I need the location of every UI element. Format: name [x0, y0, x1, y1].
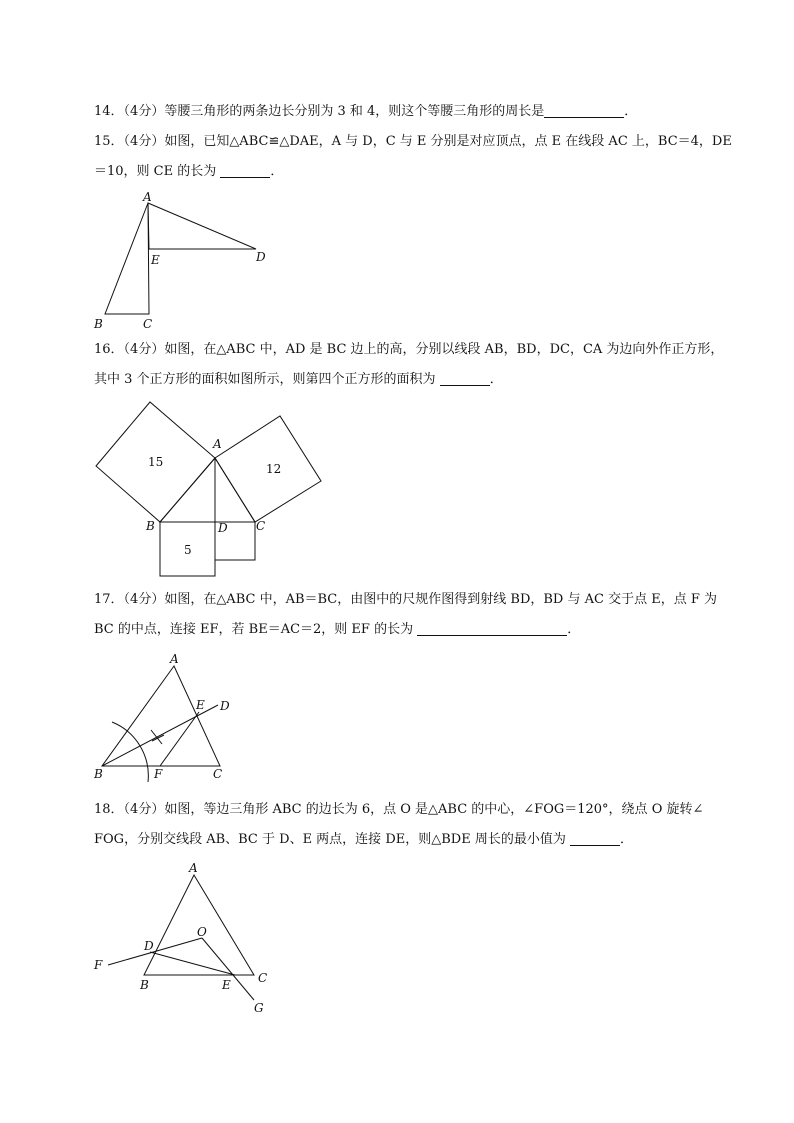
segment-de	[150, 952, 235, 975]
q15-text-2: ＝10，则 CE 的长为	[94, 164, 217, 179]
q17-period: ．	[567, 622, 581, 637]
q15-answer-blank[interactable]	[220, 163, 270, 178]
label-a: A	[189, 861, 198, 875]
label-a: A	[213, 437, 222, 451]
question-17-line-2	[94, 620, 580, 640]
area-label-bd: 5	[184, 543, 192, 557]
question-17-line-1	[94, 590, 717, 610]
q14-text: 14．（4分）等腰三角形的两条边长分别为 3 和 4，则这个等腰三角形的周长是	[94, 104, 545, 119]
label-e: E	[196, 698, 205, 712]
label-b: B	[140, 978, 149, 992]
segment-ef	[160, 712, 199, 766]
q16-figure	[90, 398, 330, 583]
q15-text-1: 15．（4分）如图，已知△ABC≌△DAE，A 与 D，C 与 E 分别是对应顶点，点 E 在线段 AC 上，BC＝4，DE	[94, 134, 732, 149]
triangle-abc	[105, 203, 149, 314]
q16-text-2: 其中 3 个正方形的面积如图所示，则第四个正方形的面积为	[94, 372, 436, 387]
triangle-dae	[148, 203, 256, 249]
label-d: D	[218, 521, 228, 535]
label-e: E	[151, 253, 160, 267]
q17-text-2: BC 的中点，连接 EF，若 BE＝AC＝2，则 EF 的长为	[94, 622, 414, 637]
question-18-line-2	[94, 830, 633, 850]
question-15-line-1	[94, 132, 732, 152]
q16-answer-blank[interactable]	[440, 371, 490, 386]
label-b: B	[94, 767, 103, 781]
question-18-line-1	[94, 800, 703, 820]
label-c: C	[256, 519, 266, 533]
triangle-abc	[102, 666, 220, 766]
triangle-abc	[160, 458, 255, 522]
label-a: A	[143, 190, 152, 204]
q17-figure	[90, 652, 250, 787]
q17-answer-blank[interactable]	[417, 621, 567, 636]
ray-bd	[102, 705, 218, 766]
q18-period: ．	[619, 832, 633, 847]
label-d: D	[144, 939, 154, 953]
q14-period: ．	[624, 104, 638, 119]
question-15-line-2	[94, 162, 283, 182]
construction-arc	[112, 722, 148, 782]
question-14	[94, 102, 637, 122]
q16-period: ．	[489, 372, 503, 387]
label-g: G	[254, 1001, 264, 1015]
area-label-ab: 15	[148, 455, 164, 469]
label-c: C	[143, 317, 153, 331]
q16-text-1: 16．（4分）如图，在△ABC 中，AD 是 BC 边上的高，分别以线段 AB，BD，DC，CA 为边向外作正方形，	[94, 342, 724, 357]
construction-mark-2	[152, 735, 164, 741]
q18-figure	[90, 858, 290, 1018]
q18-text-2: FOG，分别交线段 AB、BC 于 D、E 两点，连接 DE，则△BDE 周长的最小值为	[94, 832, 566, 847]
label-e: E	[222, 978, 231, 992]
label-a: A	[170, 652, 179, 666]
label-b: B	[146, 519, 155, 533]
area-label-ac: 12	[266, 462, 282, 476]
label-c: C	[213, 767, 223, 781]
label-d: D	[256, 250, 266, 264]
q18-text-1: 18．（4分）如图，等边三角形 ABC 的边长为 6，点 O 是△ABC 的中心，∠FOG＝120°，绕点 O 旋转∠	[94, 802, 704, 817]
q15-period: ．	[270, 164, 284, 179]
q14-answer-blank[interactable]	[544, 103, 624, 118]
label-f: F	[154, 767, 163, 781]
q18-answer-blank[interactable]	[570, 831, 620, 846]
question-16-line-2	[94, 370, 503, 390]
ray-of	[108, 938, 202, 965]
label-d: D	[220, 699, 230, 713]
label-c: C	[258, 971, 268, 985]
label-o: O	[197, 925, 207, 939]
label-b: B	[94, 317, 103, 331]
q15-figure	[90, 190, 280, 335]
question-16-line-1	[94, 340, 723, 360]
q17-text-1: 17．（4分）如图，在△ABC 中，AB＝BC，由图中的尺规作图得到射线 BD，BD 与 AC 交于点 E，点 F 为	[94, 592, 717, 607]
label-f: F	[94, 958, 103, 972]
